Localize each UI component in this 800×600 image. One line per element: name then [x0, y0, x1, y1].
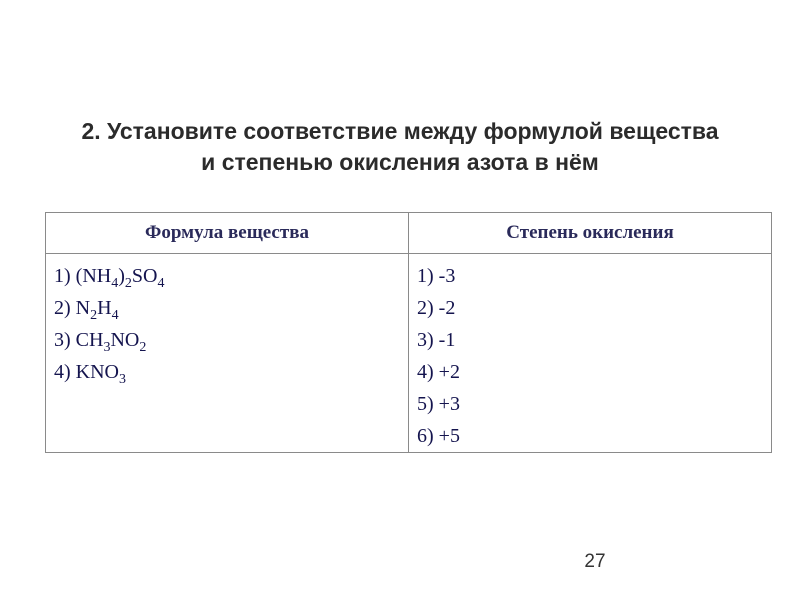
formula-number: 1)	[54, 265, 76, 287]
formula-item	[54, 260, 408, 292]
formula-subscript: 3	[103, 340, 111, 355]
formula-subscript: 4	[157, 276, 165, 291]
slide-title	[0, 116, 800, 178]
formula-text: SO	[131, 265, 158, 287]
oxidation-state-item: 6) +5	[417, 425, 460, 447]
formula-subscript: 4	[111, 308, 119, 323]
oxidation-state-list	[409, 254, 772, 453]
oxidation-state-item: 1) -3	[417, 265, 456, 287]
oxidation-state-item: 4) +2	[417, 361, 460, 383]
formula-item	[54, 356, 408, 388]
formula-text: )	[118, 265, 125, 287]
title-line-1: 2. Установите соответствие между формулой вещества	[81, 118, 719, 144]
header-oxidation-state: Степень окисления	[409, 213, 772, 254]
formula-number: 2)	[54, 297, 76, 319]
oxidation-state-item: 3) -1	[417, 329, 456, 351]
formula-subscript: 2	[124, 276, 132, 291]
title-line-2: и степенью окисления азота в нём	[201, 149, 599, 175]
oxidation-state-item: 2) -2	[417, 297, 456, 319]
formula-text: CH	[75, 329, 104, 351]
formula-item	[54, 292, 408, 324]
formula-text: (NH	[75, 265, 112, 287]
formula-text: NO	[110, 329, 140, 351]
formula-list	[46, 254, 409, 453]
formula-subscript: 3	[119, 372, 127, 387]
oxidation-state-item: 5) +3	[417, 393, 460, 415]
formula-text: H	[97, 297, 112, 319]
formula-item	[54, 324, 408, 356]
table-body-row	[46, 254, 772, 453]
formula-subscript: 4	[111, 276, 119, 291]
formula-text: N	[75, 297, 91, 319]
header-formula: Формула вещества	[46, 213, 409, 254]
formula-subscript: 2	[90, 308, 98, 323]
matching-table	[45, 212, 772, 453]
formula-text: KNO	[75, 361, 120, 383]
formula-subscript: 2	[139, 340, 147, 355]
formula-number: 3)	[54, 329, 76, 351]
formula-number: 4)	[54, 361, 76, 383]
table-header-row	[46, 213, 772, 254]
page-number: 27	[584, 551, 606, 572]
